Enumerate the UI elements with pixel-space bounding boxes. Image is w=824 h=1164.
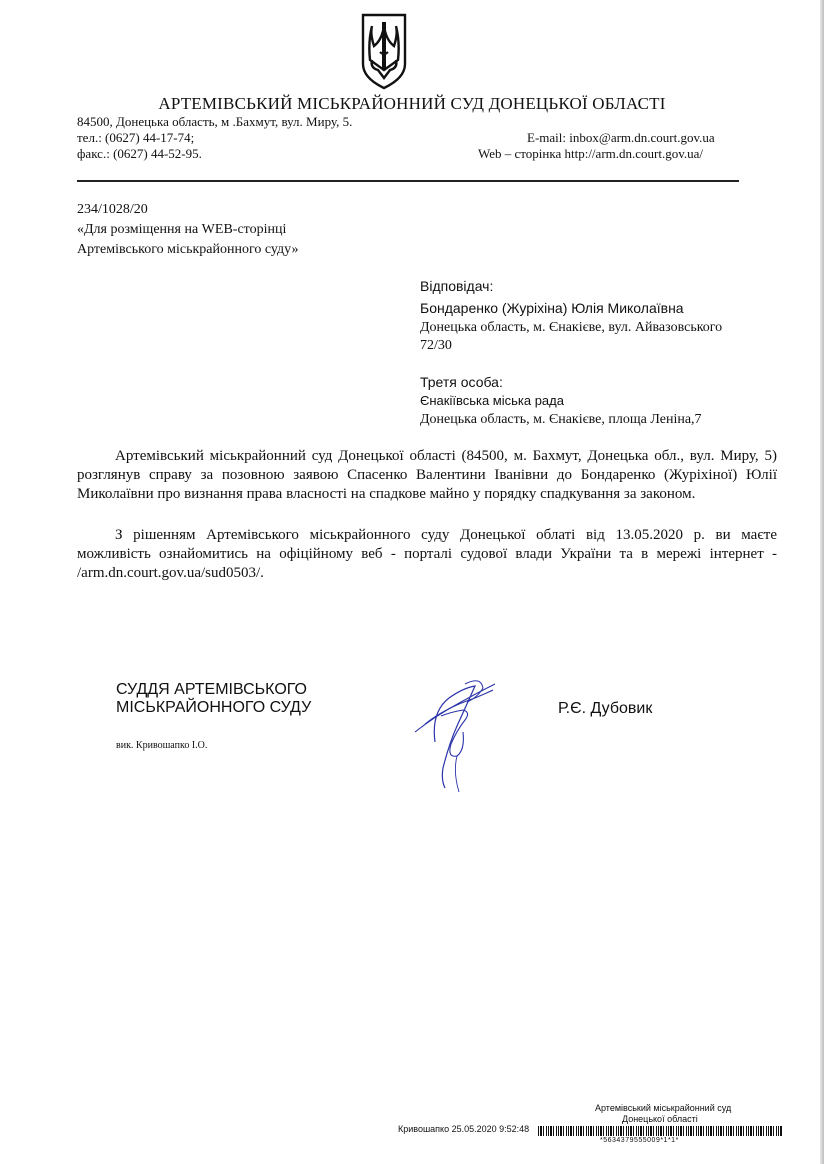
judge-name: Р.Є. Дубовик — [558, 700, 653, 717]
defendant-address-line1: Донецька область, м. Єнакієве, вул. Айвазовського — [420, 320, 723, 335]
body-paragraph-2-text: З рішенням Артемівського міськрайонного суду Донецької облаті від 13.05.2020 р. ви маєте можливість ознайомитись на офіційному веб - порталі судової влади України та в мережі інтернет - /arm.dn.court.gov.ua/sud0503/. — [77, 527, 777, 581]
third-party-name: Єнакіївська міська рада — [420, 393, 564, 408]
executor-note: вик. Кривошапко І.О. — [116, 740, 208, 751]
court-email: E-mail: inbox@arm.dn.court.gov.ua — [527, 130, 715, 145]
barcode — [538, 1126, 783, 1136]
defendant-name: Бондаренко (Журіхіна) Юлія Миколаївна — [420, 300, 684, 316]
defendant-label: Відповідач: — [420, 278, 494, 294]
third-party-label: Третя особа: — [420, 374, 503, 390]
handwritten-signature — [405, 672, 515, 794]
registration-stamp: Кривошапко 25.05.2020 9:52:48 — [398, 1124, 530, 1134]
case-number: 234/1028/20 — [77, 202, 148, 217]
court-phone: тел.: (0627) 44-17-74; — [77, 130, 195, 145]
court-website: Web – сторінка http://arm.dn.court.gov.ua/ — [478, 146, 704, 161]
publication-note-line2: Артемівського міськрайонного суду» — [77, 242, 299, 257]
court-address: 84500, Донецька область, м .Бахмут, вул. Миру, 5. — [77, 114, 353, 129]
barcode-text: *5634379555009*1*1* — [600, 1137, 679, 1144]
footer-court-line1: Артемівський міськрайонний суд — [595, 1103, 732, 1113]
judge-title-line2: МІСЬКРАЙОННОГО СУДУ — [116, 699, 312, 716]
body-paragraph-2 — [77, 526, 777, 583]
judge-title-line1: СУДДЯ АРТЕМІВСЬКОГО — [116, 681, 307, 698]
body-paragraph-1 — [77, 447, 777, 504]
publication-note-line1: «Для розміщення на WEB-сторінці — [77, 222, 287, 237]
page-edge — [820, 0, 824, 1164]
body-paragraph-1-text: Артемівський міськрайонний суд Донецької області (84500, м. Бахмут, Донецька обл., вул. Миру, 5) розглянув справу за позовною заявою Спасенко Валентини Іванівни до Бондаренко (Журіхіної) Юлії Миколаївни про визнання права власності на спадкове майно у порядку спадкування за законом. — [77, 448, 777, 502]
third-party-address: Донецька область, м. Єнакієве, площа Леніна,7 — [420, 412, 702, 427]
trident-coat-of-arms-icon — [360, 12, 408, 90]
defendant-address-line2: 72/30 — [420, 338, 452, 353]
court-fax: факс.: (0627) 44-52-95. — [77, 146, 202, 161]
court-name: АРТЕМІВСЬКИЙ МІСЬКРАЙОННИЙ СУД ДОНЕЦЬКОЇ ОБЛАСТІ — [158, 94, 666, 113]
header-divider — [77, 180, 739, 182]
footer-court-line2: Донецької області — [622, 1114, 698, 1124]
